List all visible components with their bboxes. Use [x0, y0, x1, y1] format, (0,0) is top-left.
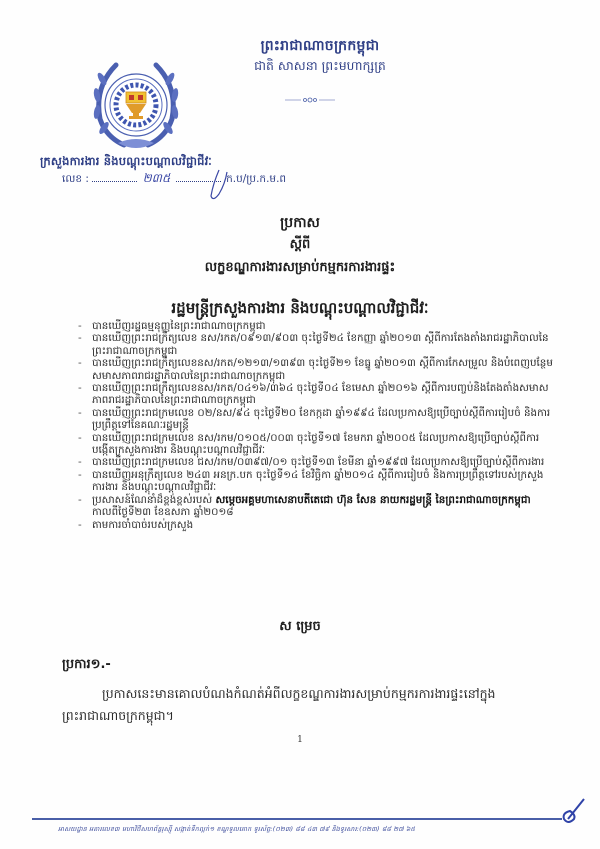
ministry-emblem-icon — [86, 57, 186, 157]
preamble-item: - បានឃើញព្រះរាជក្រឹត្យលេខនស/រកត/១២១៣/១៣៩៣ ចុះថ្ងៃទី២១ ខែធ្នូ ឆ្នាំ២០១៣ ស្តីពីការកែសម្រួល និងបំពេញបន្ថែមសមាសភាពរាជរដ្ឋាភិបាលនៃព្រះរាជាណាចក្រកម្ពុជា — [78, 357, 556, 382]
initial-signature-icon — [560, 797, 586, 825]
page-number: 1 — [297, 735, 303, 745]
ornament-divider-icon — [285, 97, 335, 103]
number-suffix: ក.ប/ប្រ.ក.ម.ព — [226, 173, 287, 185]
decision-heading: ស ម្រេច — [279, 619, 321, 634]
issuer-title: រដ្ឋមន្ត្រីក្រសួងការងារ និងបណ្តុះបណ្តាលវិជ្ជាជីវៈ — [171, 299, 429, 317]
kingdom-name: ព្រះរាជាណាចក្រកម្ពុជា — [260, 38, 380, 54]
number-label: លេខ : — [62, 173, 89, 185]
handwritten-slash-icon — [205, 168, 235, 204]
document-subject: លក្ខខណ្ឌការងារសម្រាប់កម្មករការងារផ្ទះ — [204, 260, 396, 275]
preamble-list — [78, 320, 556, 531]
ministry-name: ក្រសួងការងារ និងបណ្តុះបណ្តាលវិជ្ជាជីវៈ — [40, 154, 212, 168]
preamble-item: - តាមការចាំបាច់របស់ក្រសួង — [78, 519, 556, 531]
preamble-item: - បានឃើញព្រះរាជក្រឹត្យលេខនស/រកត/០៤១៦/៣៦៤ ចុះថ្ងៃទី០៤ ខែមេសា ឆ្នាំ២០១៦ ស្តីពីការបញ្ចប់និងតែងតាំងសមាសភាពរាជរដ្ឋាភិបាលនៃព្រះរាជាណាចក្រកម្ពុជា — [78, 382, 556, 407]
footer-divider — [32, 818, 562, 820]
preamble-item: - បានឃើញព្រះរាជក្រមលេខ ជស/រកម/០៣៩៧/០១ ចុះថ្ងៃទី១៣ ខែមីនា ឆ្នាំ១៩៩៧ ដែលប្រកាសឱ្យប្រើច្បាប់ស្តីពីការងារ — [78, 456, 556, 468]
about-label: ស្តីពី — [289, 237, 311, 252]
article-body: ប្រកាសនេះមានគោលបំណងកំណត់អំពីលក្ខខណ្ឌការងារសម្រាប់កម្មករការងារផ្ទះនៅក្នុងព្រះរាជាណាចក្រកម្ពុជា។ — [62, 686, 496, 723]
document-type: ប្រកាស — [280, 215, 320, 231]
footer-address: អាសយដ្ឋាន អគារលេខ៣ មហាវិថីសហព័ន្ធរុស្ស៊ី សង្កាត់ទឹកល្អក់១ ខណ្ឌទួលគោក ទូរស័ព្ទ:(០២៣) ៨៨ ៤៣ ៧៩ និងទូរសារ:(០២៣) ៨៨ ២៧ ៦៥ — [58, 826, 416, 833]
preamble-item: - ប្រសាសន៍ណែនាំដ៏ខ្ពង់ខ្ពស់របស់ សម្តេចអគ្គមហាសេនាបតីតេជោ ហ៊ុន សែន នាយករដ្ឋមន្ត្រី នៃព្រះរាជាណាចក្រកម្ពុជា កាលពីថ្ងៃទី២៣ ខែឧសភា ឆ្នាំ២០១៨ — [78, 494, 556, 519]
dotted-leader — [92, 172, 137, 182]
preamble-item: - បានឃើញរដ្ឋធម្មនុញ្ញនៃព្រះរាជាណាចក្រកម្ពុជា — [78, 320, 556, 332]
national-motto: ជាតិ សាសនា ព្រះមហាក្សត្រ — [254, 58, 386, 73]
number-value: ២៣៥ — [142, 171, 171, 185]
preamble-item: - បានឃើញអនុក្រឹត្យលេខ ២៤៣ អនក្រ.បក ចុះថ្ងៃទី១៤ ខែវិច្ឆិកា ឆ្នាំ២០១៤ ស្តីពីការរៀបចំ និងការប្រព្រឹត្តទៅរបស់ក្រសួងការងារ និងបណ្តុះបណ្តាលវិជ្ជាជីវៈ — [78, 469, 556, 494]
kingdom-header — [230, 36, 410, 76]
preamble-item: - បានឃើញព្រះរាជក្រឹត្យលេខ នស/រកត/០៩១៣/៩០៣ ចុះថ្ងៃទី២៤ ខែកញ្ញា ឆ្នាំ២០១៣ ស្តីពីការតែងតាំងរាជរដ្ឋាភិបាលនៃព្រះរាជាណាចក្រកម្ពុជា — [78, 332, 556, 357]
preamble-item: - បានឃើញព្រះរាជក្រមលេខ នស/រកម/០១០៥/០០៣ ចុះថ្ងៃទី១៧ ខែមករា ឆ្នាំ២០០៥ ដែលប្រកាសឱ្យប្រើច្បាប់ស្តីពីការបង្កើតក្រសួងការងារ និងបណ្តុះបណ្តាលវិជ្ជាជីវៈ — [78, 432, 556, 457]
reference-number — [62, 170, 286, 188]
preamble-item: - បានឃើញព្រះរាជក្រមលេខ ០២/នស/៩៤ ចុះថ្ងៃទី២០ ខែកក្កដា ឆ្នាំ១៩៩៤ ដែលប្រកាសឱ្យប្រើច្បាប់ស្តីពីការរៀបចំ និងការប្រព្រឹត្តទៅនៃគណៈរដ្ឋមន្ត្រី — [78, 407, 556, 432]
article-title: ប្រការ១.- — [62, 657, 111, 672]
prime-minister-name: សម្តេចអគ្គមហាសេនាបតីតេជោ ហ៊ុន សែន នាយករដ្ឋមន្ត្រី នៃព្រះរាជាណាចក្រកម្ពុជា — [215, 493, 531, 506]
